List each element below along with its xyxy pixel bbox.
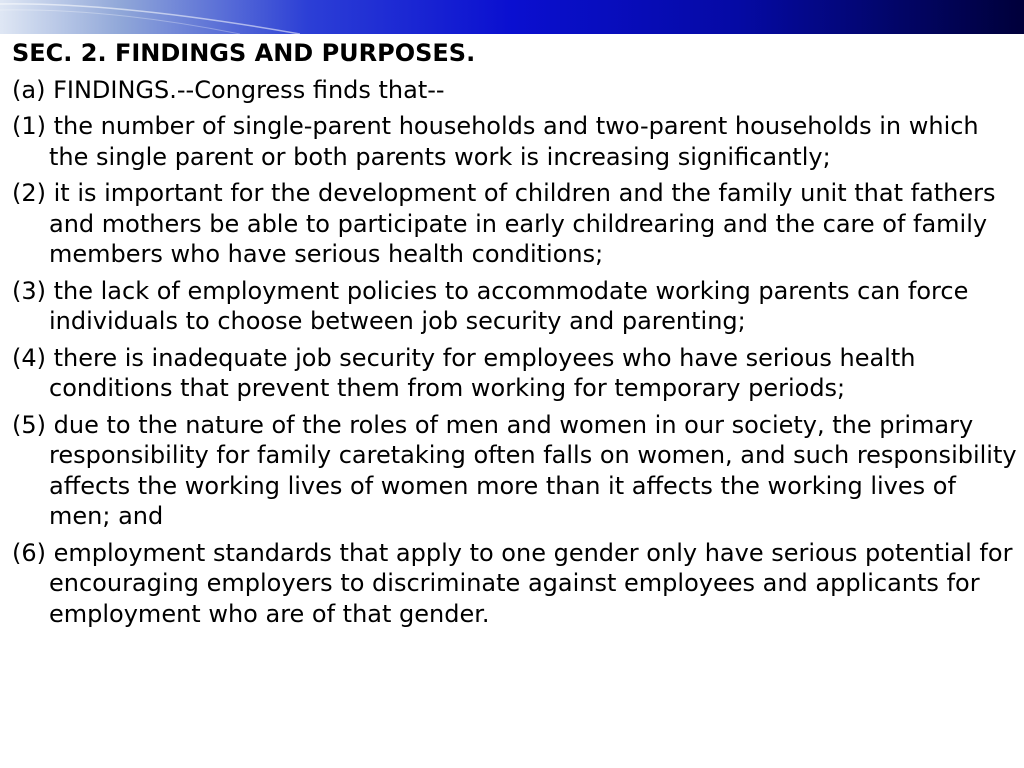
findings-text-body: [12, 38, 1018, 635]
finding-item-1: (1) the number of single-parent households and two-parent households in which the single parent or both parents work is increasing significantly;: [12, 112, 979, 171]
finding-item-4: (4) there is inadequate job security for employees who have serious health conditions that prevent them from working for temporary periods;: [12, 343, 916, 402]
section-heading: SEC. 2. FINDINGS AND PURPOSES.: [12, 39, 476, 67]
finding-item-5: (5) due to the nature of the roles of men and women in our society, the primary responsibility for family caretaking often falls on women, and such responsibility affects the working lives of women more than it affects the working lives of men; and: [12, 410, 1017, 530]
title-bar-decoration: [0, 0, 1024, 34]
findings-subheading: (a) FINDINGS.--Congress finds that--: [12, 75, 445, 104]
finding-item-2: (2) it is important for the development of children and the family unit that fathers and mothers be able to participate in early childrearing and the care of family members who have serious health conditions;: [12, 179, 996, 268]
finding-item-6: (6) employment standards that apply to one gender only have serious potential for encouraging employers to discriminate against employees and applicants for employment who are of that gender.: [12, 538, 1013, 628]
finding-item-3: (3) the lack of employment policies to accommodate working parents can force individuals to choose between job security and parenting;: [12, 276, 969, 335]
swoosh-decoration: [0, 0, 300, 34]
